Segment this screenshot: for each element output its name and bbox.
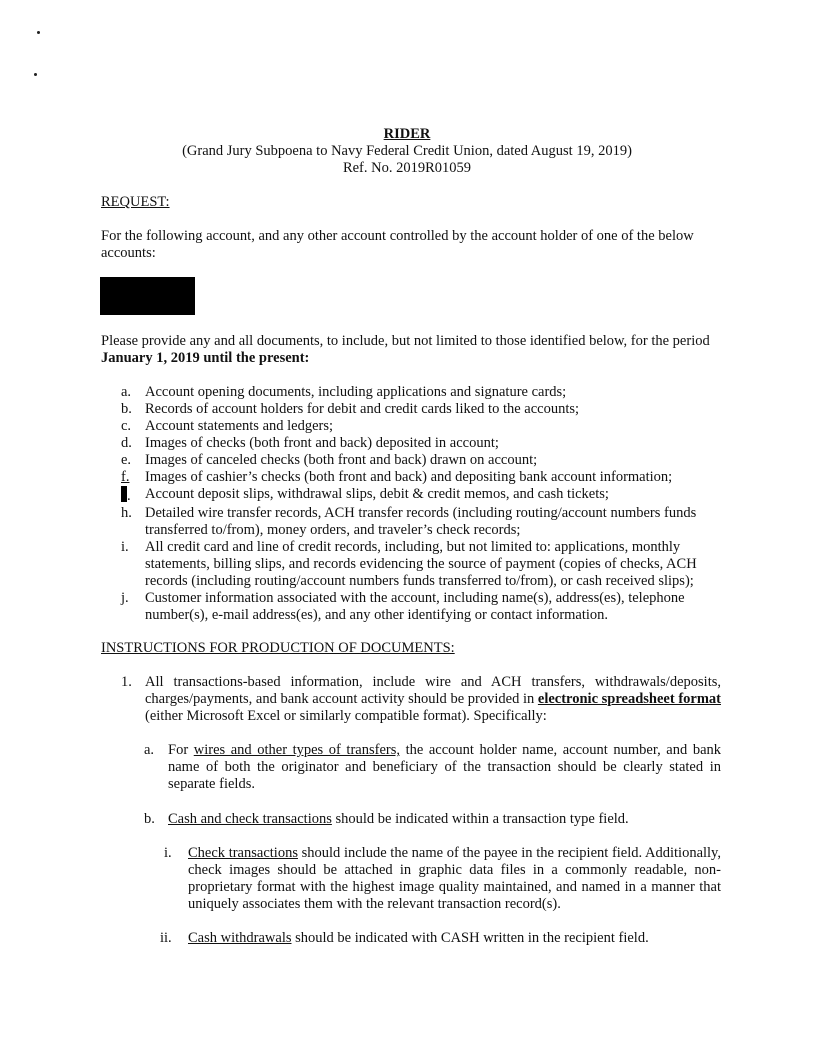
instruction-item-1b-ii	[160, 930, 721, 947]
cash-check-term: Cash and check transactions	[168, 811, 332, 827]
list-text: Images of canceled checks (both front and back) drawn on account;	[145, 452, 538, 468]
document-header	[0, 126, 814, 177]
document-title: RIDER	[383, 126, 431, 142]
scan-speck	[37, 31, 40, 34]
request-heading: REQUEST:	[101, 194, 170, 210]
list-letter: b.	[121, 401, 132, 417]
document-request-list	[121, 384, 721, 624]
period-text: Please provide any and all documents, to include, but not limited to those identified below, for the period	[101, 333, 710, 349]
instruction-roman: i.	[164, 845, 172, 861]
request-intro: For the following account, and any other account controlled by the account holder of one of the below accounts:	[101, 228, 694, 261]
instruction-letter: b.	[144, 811, 155, 827]
list-letter: d.	[121, 435, 132, 451]
list-text: Account opening documents, including applications and signature cards;	[145, 384, 567, 400]
list-item	[121, 505, 721, 539]
list-letter: e.	[121, 452, 132, 468]
list-item	[121, 435, 721, 452]
reference-number: Ref. No. 2019R01059	[342, 160, 472, 176]
instruction-item-1	[121, 674, 721, 725]
list-item	[121, 590, 721, 624]
list-item	[121, 384, 721, 401]
instruction-text: Cash withdrawals should be indicated with CASH written in the recipient field.	[188, 930, 649, 946]
check-transactions-term: Check transactions	[188, 845, 298, 861]
instruction-item-1a	[144, 742, 721, 793]
list-text: Records of account holders for debit and credit cards liked to the accounts;	[145, 401, 580, 417]
list-item	[121, 539, 721, 590]
list-text: Images of cashier’s checks (both front and back) and depositing bank account information;	[145, 469, 673, 485]
list-letter: h.	[121, 505, 132, 521]
list-item	[121, 469, 721, 486]
list-text: Images of checks (both front and back) deposited in account;	[145, 435, 499, 451]
electronic-spreadsheet-format: electronic spreadsheet format	[537, 691, 721, 707]
list-letter: f.	[121, 469, 130, 485]
period-dates: January 1, 2019 until the present:	[101, 350, 310, 366]
scan-speck	[34, 73, 37, 76]
instruction-number: 1.	[121, 674, 132, 690]
document-subtitle: (Grand Jury Subpoena to Navy Federal Credit Union, dated August 19, 2019)	[182, 143, 632, 159]
list-item	[121, 418, 721, 435]
instructions-heading: INSTRUCTIONS FOR PRODUCTION OF DOCUMENTS:	[101, 640, 455, 656]
request-period	[101, 333, 726, 367]
instruction-item-1b-i	[164, 845, 721, 913]
instruction-item-1b	[144, 811, 721, 828]
list-letter: j.	[121, 590, 129, 606]
list-text: All credit card and line of credit records, including, but not limited to: applications, monthly statements, billing slips, and records evidencing the source of payment (copies of checks, ACH records (including routing/account numbers funds transferred to/from), or cash received slips);	[145, 539, 697, 589]
instruction-text: All transactions-based information, include wire and ACH transfers, withdrawals/deposits, charges/payments, and bank account activity should be provided in electronic spreadsheet format (either Microsoft Excel or similarly compatible format). Specifically:	[145, 674, 721, 724]
list-letter: a.	[121, 384, 132, 400]
redacted-account-block	[100, 277, 195, 315]
list-letter: .	[121, 486, 145, 505]
list-item	[121, 452, 721, 469]
instruction-text: Check transactions should include the name of the payee in the recipient field. Additionally, check images should be attached in graphic data files in a commonly readable, non-proprietary format with the highest image quality maintained, and named in a manner that uniquely associates them with the relevant transaction record(s).	[188, 845, 721, 912]
instruction-text: Cash and check transactions should be indicated within a transaction type field.	[168, 811, 629, 827]
instruction-roman: ii.	[160, 930, 172, 946]
instruction-letter: a.	[144, 742, 155, 758]
wires-transfers-term: wires and other types of transfers,	[193, 742, 400, 758]
list-text: Detailed wire transfer records, ACH transfer records (including routing/account numbers funds transferred to/from), money orders, and traveler’s check records;	[145, 505, 697, 538]
list-letter: c.	[121, 418, 132, 434]
list-text: Customer information associated with the account, including name(s), address(es), telephone number(s), e-mail address(es), and any other identifying or contact information.	[145, 590, 685, 623]
list-item	[121, 486, 721, 505]
list-text: Account deposit slips, withdrawal slips, debit & credit memos, and cash tickets;	[145, 486, 609, 502]
instruction-text: For wires and other types of transfers, the account holder name, account number, and bank name of both the originator and beneficiary of the transaction should be clearly stated in separate fields.	[168, 742, 721, 792]
list-text: Account statements and ledgers;	[145, 418, 334, 434]
list-letter: i.	[121, 539, 129, 555]
list-item	[121, 401, 721, 418]
cash-withdrawals-term: Cash withdrawals	[188, 930, 292, 946]
